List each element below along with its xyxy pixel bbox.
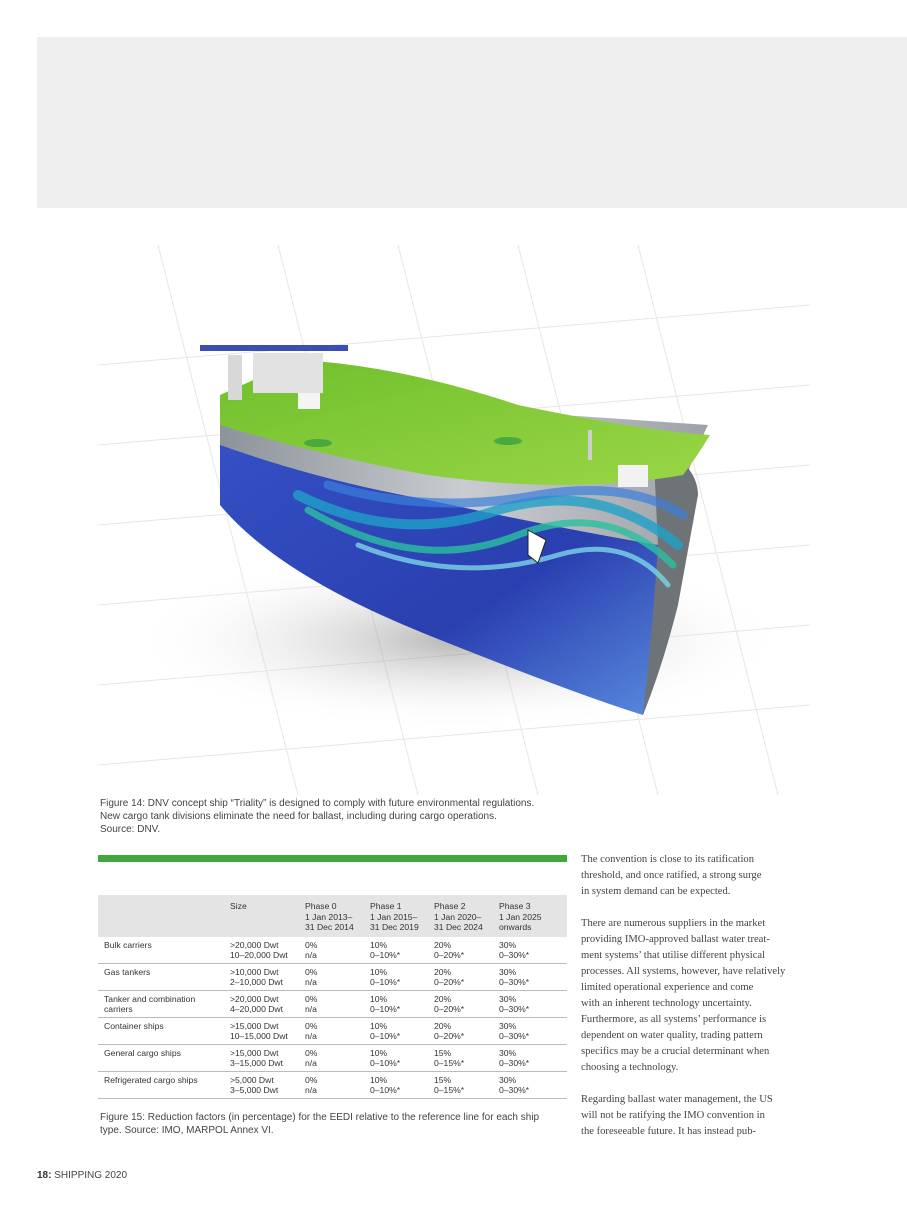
phase-3-cell: 30% 0–30%* xyxy=(495,1071,567,1098)
phase-2-cell: 20% 0–20%* xyxy=(430,1017,495,1044)
phase-1-cell: 10% 0–10%* xyxy=(366,963,430,990)
phase-0-cell: 0% n/a xyxy=(301,937,366,964)
phase-2-cell: 20% 0–20%* xyxy=(430,963,495,990)
phase-3-cell: 30% 0–30%* xyxy=(495,1017,567,1044)
header-phase-1: Phase 1 1 Jan 2015– 31 Dec 2019 xyxy=(366,895,430,937)
phase-3-cell: 30% 0–30%* xyxy=(495,1044,567,1071)
size-cell: >15,000 Dwt 3–15,000 Dwt xyxy=(226,1044,301,1071)
phase-2-cell: 20% 0–20%* xyxy=(430,990,495,1017)
table-row xyxy=(98,1071,567,1098)
table-row xyxy=(98,1044,567,1071)
body-paragraph: The convention is close to its ratification threshold, and once ratified, a strong surge in system demand can be expected. xyxy=(581,854,762,897)
table-row xyxy=(98,963,567,990)
phase-3-cell: 30% 0–30%* xyxy=(495,937,567,964)
size-cell: >5,000 Dwt 3–5,000 Dwt xyxy=(226,1071,301,1098)
phase-2-cell: 15% 0–15%* xyxy=(430,1071,495,1098)
page-footer xyxy=(37,1170,127,1181)
body-paragraph: There are numerous suppliers in the market providing IMO-approved ballast water treat- ment systems’ that utilise different physical processes. All systems, however, have relatively limited operational experience and come with an inherent technology uncertainty. Furthermore, as all systems’ performance is dependent on water quality, trading pattern specifics may be a crucial determinant when choosing a technology. xyxy=(581,918,786,1073)
phase-1-cell: 10% 0–10%* xyxy=(366,1071,430,1098)
body-text-column xyxy=(581,852,803,1156)
page-number: 18: xyxy=(37,1170,52,1181)
phase-1-cell: 10% 0–10%* xyxy=(366,1017,430,1044)
size-cell: >20,000 Dwt 10–20,000 Dwt xyxy=(226,937,301,964)
phase-3-cell: 30% 0–30%* xyxy=(495,963,567,990)
body-paragraph: Regarding ballast water management, the US will not be ratifying the IMO convention in the foreseeable future. It has instead pub- xyxy=(581,1094,773,1137)
header-ship-type xyxy=(98,895,226,937)
table-accent-bar xyxy=(98,855,567,862)
phase-1-cell: 10% 0–10%* xyxy=(366,990,430,1017)
phase-1-cell: 10% 0–10%* xyxy=(366,937,430,964)
table-header-row xyxy=(98,895,567,937)
phase-2-cell: 20% 0–20%* xyxy=(430,937,495,964)
eedi-reduction-table xyxy=(98,895,567,1099)
header-phase-2: Phase 2 1 Jan 2020– 31 Dec 2024 xyxy=(430,895,495,937)
ship-type-cell: Tanker and combination carriers xyxy=(98,990,226,1017)
size-cell: >10,000 Dwt 2–10,000 Dwt xyxy=(226,963,301,990)
table-row xyxy=(98,937,567,964)
phase-0-cell: 0% n/a xyxy=(301,1071,366,1098)
header-phase-3: Phase 3 1 Jan 2025 onwards xyxy=(495,895,567,937)
figure-15-caption xyxy=(100,1111,539,1137)
phase-0-cell: 0% n/a xyxy=(301,1044,366,1071)
phase-0-cell: 0% n/a xyxy=(301,990,366,1017)
phase-1-cell: 10% 0–10%* xyxy=(366,1044,430,1071)
caption-line: Source: DNV. xyxy=(100,824,161,835)
table-row xyxy=(98,990,567,1017)
table-row xyxy=(98,1017,567,1044)
size-cell: >15,000 Dwt 10–15,000 Dwt xyxy=(226,1017,301,1044)
figure-14-caption xyxy=(100,797,534,836)
header-size: Size xyxy=(226,895,301,937)
ship-type-cell: Refrigerated cargo ships xyxy=(98,1071,226,1098)
header-phase-0: Phase 0 1 Jan 2013– 31 Dec 2014 xyxy=(301,895,366,937)
phase-0-cell: 0% n/a xyxy=(301,963,366,990)
phase-0-cell: 0% n/a xyxy=(301,1017,366,1044)
caption-line: Figure 14: DNV concept ship “Triality” is designed to comply with future environmental regulations. xyxy=(100,798,535,809)
publication-title: SHIPPING 2020 xyxy=(54,1170,128,1181)
phase-3-cell: 30% 0–30%* xyxy=(495,990,567,1017)
size-cell: >20,000 Dwt 4–20,000 Dwt xyxy=(226,990,301,1017)
triality-ship-illustration xyxy=(98,245,810,795)
caption-line: New cargo tank divisions eliminate the need for ballast, including during cargo operations. xyxy=(100,811,497,822)
ship-type-cell: Container ships xyxy=(98,1017,226,1044)
phase-2-cell: 15% 0–15%* xyxy=(430,1044,495,1071)
caption-line: type. Source: IMO, MARPOL Annex VI. xyxy=(100,1125,274,1136)
top-banner-placeholder xyxy=(37,37,907,208)
ship-type-cell: General cargo ships xyxy=(98,1044,226,1071)
ship-type-cell: Bulk carriers xyxy=(98,937,226,964)
ship-type-cell: Gas tankers xyxy=(98,963,226,990)
caption-line: Figure 15: Reduction factors (in percentage) for the EEDI relative to the reference line for each ship xyxy=(100,1112,540,1123)
